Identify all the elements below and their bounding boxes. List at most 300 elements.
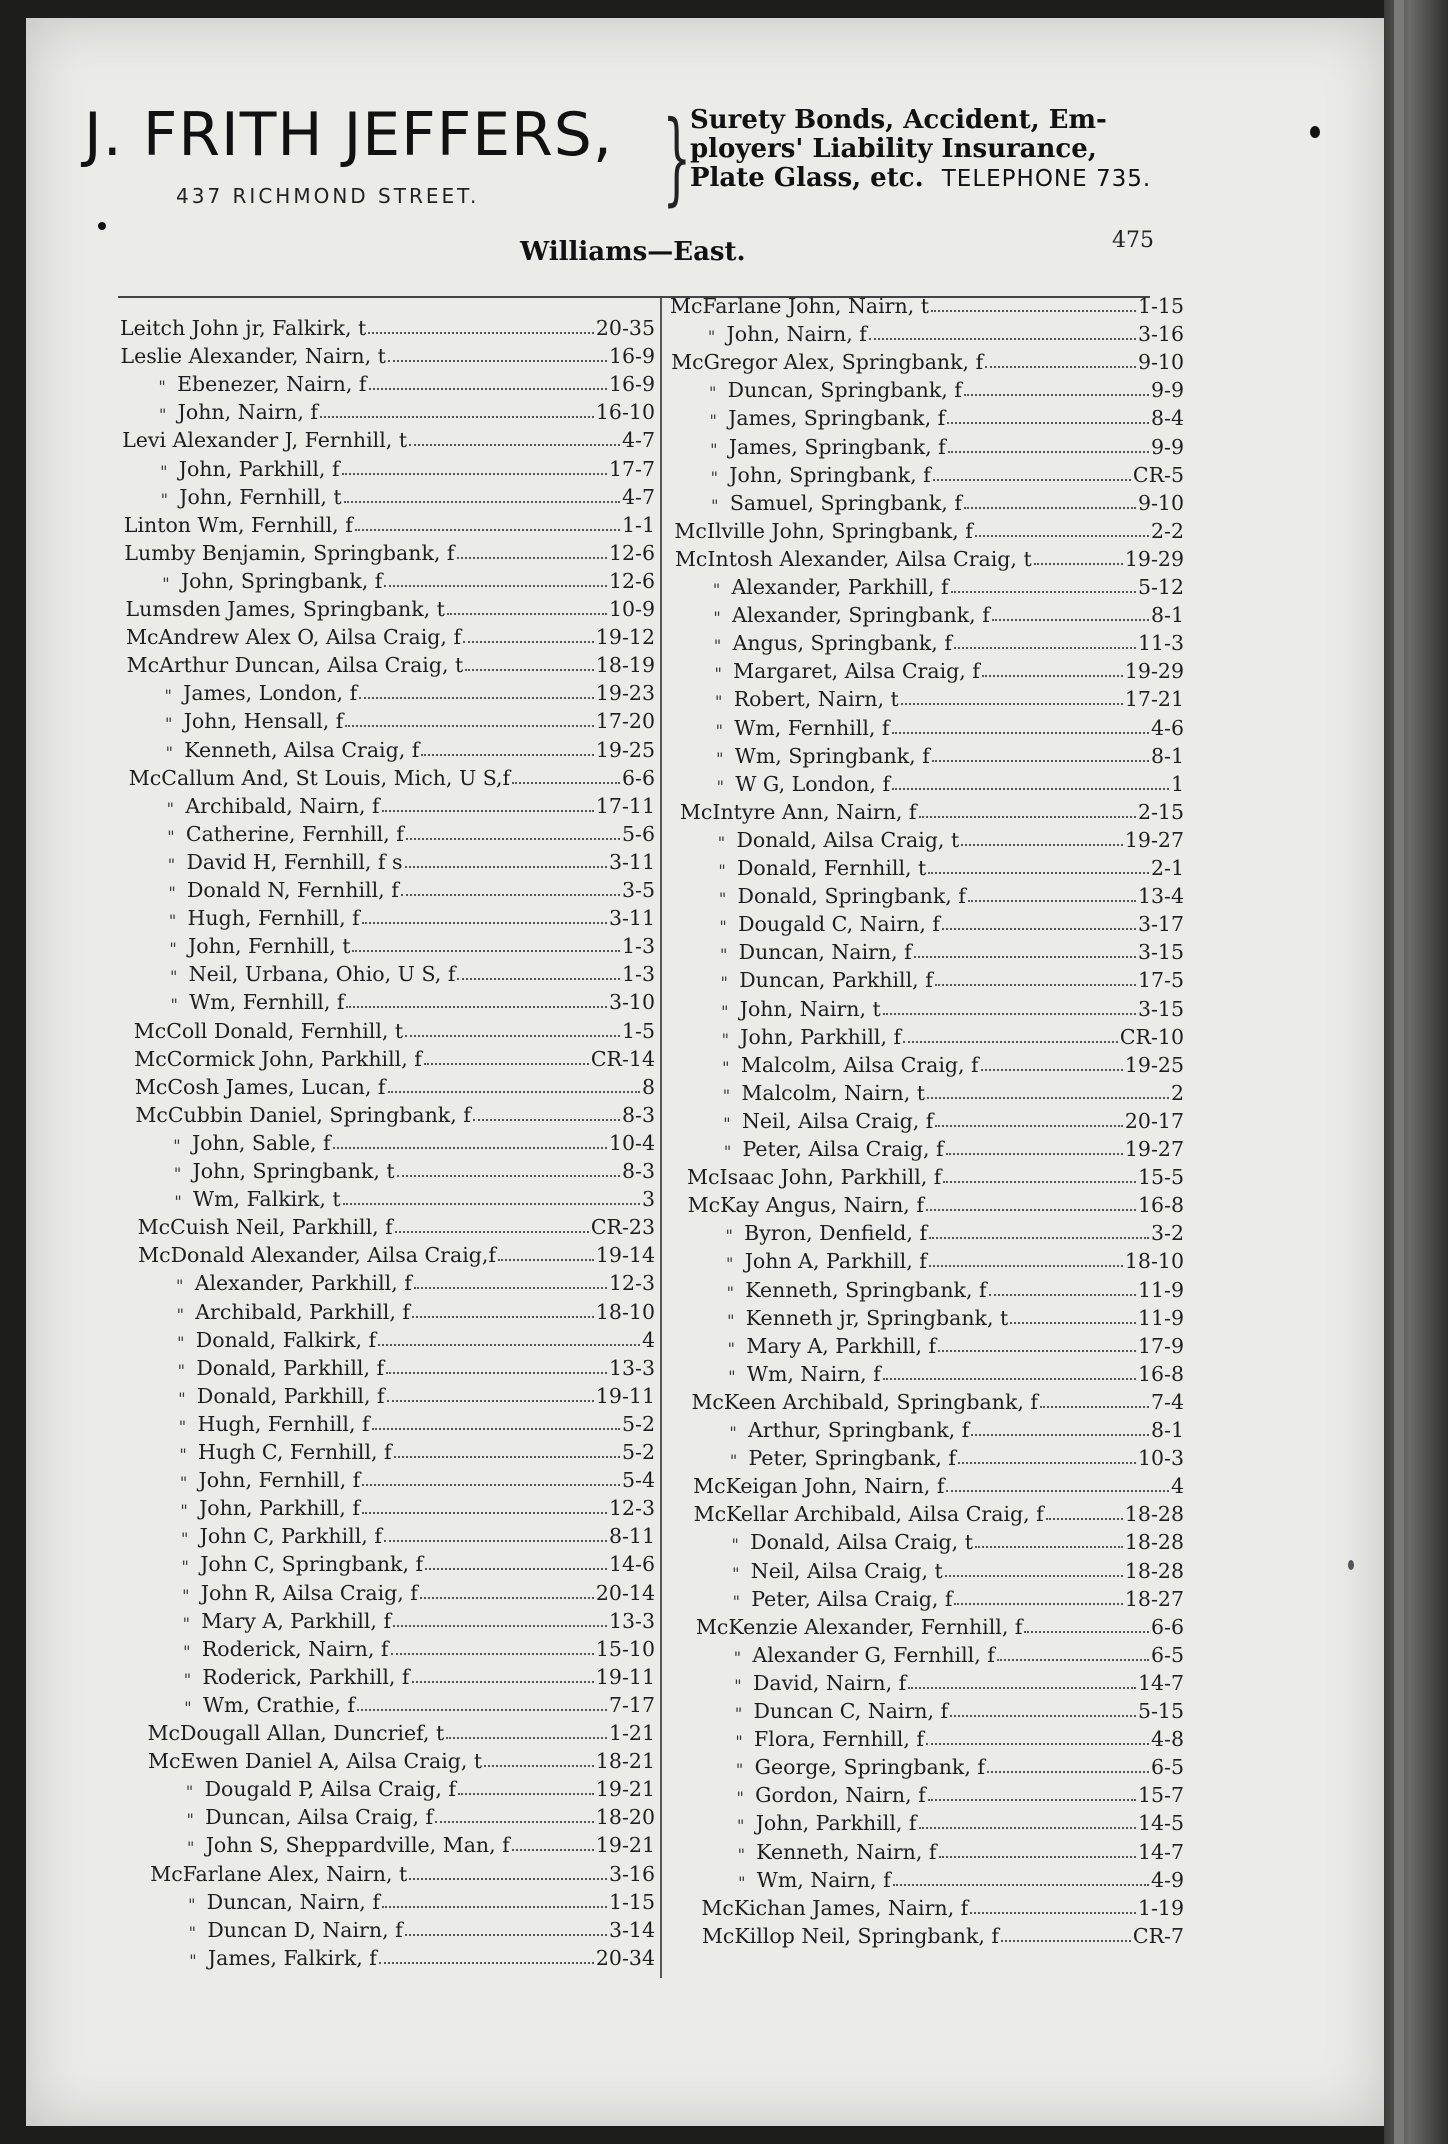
entry-name: McIlville John, Springbank, f: [674, 518, 973, 543]
directory-entry: [158, 932, 655, 958]
ditto-mark: ": [735, 1760, 744, 1780]
directory-entry: [129, 764, 655, 790]
ditto-mark: ": [181, 1557, 189, 1577]
dot-leader: [927, 1097, 1169, 1099]
entry-name: Hugh C, Fernhill, f: [198, 1440, 392, 1464]
entry-reference: CR-5: [1132, 462, 1184, 487]
ditto-mark: ": [710, 467, 718, 487]
entry-reference: 9-10: [1137, 490, 1184, 515]
directory-entry: [148, 398, 655, 424]
entry-name: John, Parkhill, f: [199, 1496, 360, 1521]
dot-leader: [391, 1653, 594, 1655]
dot-leader: [357, 1709, 607, 1711]
dot-leader: [342, 473, 607, 475]
entry-name: McKenzie Alexander, Fernhill, f: [695, 1614, 1023, 1639]
directory-entry: [698, 404, 1184, 430]
entry-name: Neil, Urbana, Ohio, U S, f: [188, 962, 456, 987]
page-title: Williams—East.: [520, 237, 746, 267]
directory-entry: [171, 1579, 655, 1605]
entry-reference: 9-9: [1150, 378, 1184, 403]
directory-entry: [721, 1557, 1184, 1583]
entry-name: John, Nairn, f: [726, 322, 867, 347]
entry-reference: 9-9: [1150, 434, 1184, 459]
directory-entry: [171, 1607, 655, 1633]
directory-entry: [162, 1129, 655, 1155]
entry-reference: 1-15: [1137, 294, 1184, 318]
ink-dot-icon: [1310, 126, 1320, 138]
directory-entry: [725, 1753, 1184, 1779]
dot-leader: [359, 697, 594, 699]
directory-entry: [688, 1191, 1184, 1217]
directory-entry: [157, 876, 655, 902]
dot-leader: [964, 507, 1136, 509]
entry-reference: 20-17: [1124, 1108, 1184, 1133]
directory-entry: [715, 1247, 1184, 1273]
entry-reference: 3: [641, 1187, 655, 1212]
ditto-mark: ": [737, 1844, 745, 1864]
entry-name: McKichan James, Nairn, f: [701, 1895, 969, 1920]
entry-reference: 3-17: [1137, 912, 1184, 937]
ditto-mark: ": [176, 1276, 184, 1296]
entry-name: Donald, Falkirk, f: [195, 1327, 377, 1352]
dot-leader: [394, 1456, 620, 1458]
entry-name: Duncan D, Nairn, f: [207, 1917, 403, 1942]
ink-dot-icon: [98, 222, 106, 230]
directory-entry: [674, 517, 1184, 543]
entry-name: James, Springbank, f: [728, 434, 946, 459]
binding-edge-highlight: [1394, 0, 1404, 2144]
dot-leader: [981, 1069, 1123, 1071]
ditto-mark: ": [168, 883, 176, 902]
directory-entry: [154, 707, 655, 733]
entry-reference: 19-29: [1124, 659, 1184, 684]
directory-entry: [714, 1219, 1184, 1245]
entry-name: Wm, Springbank, f: [734, 743, 930, 768]
entry-name: Donald, Fernhill, t: [737, 856, 927, 880]
ditto-mark: ": [723, 1113, 731, 1133]
directory-entry: [148, 1719, 656, 1745]
advert-name: J. FRITH JEFFERS,: [84, 100, 613, 170]
directory-entry: [165, 1269, 655, 1295]
ditto-mark: ": [165, 742, 173, 762]
dot-leader: [1001, 1940, 1131, 1942]
entry-reference: 3-10: [608, 990, 655, 1015]
entry-reference: 8: [641, 1074, 655, 1099]
entry-reference: 5-12: [1137, 575, 1184, 599]
entry-name: Kenneth, Nairn, f: [756, 1839, 937, 1864]
directory-entry: [694, 1500, 1184, 1526]
entry-reference: 4-8: [1150, 1727, 1184, 1752]
directory-entry: [176, 1831, 655, 1857]
entry-name: John, Springbank, f: [180, 568, 383, 593]
entry-name: Wm, Nairn, f: [746, 1361, 881, 1386]
dot-leader: [935, 984, 1136, 986]
entry-reference: CR-14: [590, 1046, 655, 1071]
directory-entry: [150, 1860, 655, 1886]
entry-reference: 11-9: [1137, 1277, 1184, 1302]
entry-reference: 1-19: [1137, 1895, 1184, 1920]
entry-reference: 2-1: [1150, 856, 1184, 880]
dot-leader: [362, 922, 607, 924]
directory-entry: [177, 1888, 655, 1914]
directory-entry: [168, 1438, 655, 1464]
entry-reference: 16-8: [1137, 1361, 1184, 1386]
entry-name: Gordon, Nairn, f: [755, 1783, 926, 1808]
entry-reference: 4-9: [1150, 1867, 1184, 1892]
ditto-mark: ": [712, 580, 721, 599]
directory-entry: [696, 1613, 1184, 1639]
directory-entry: [124, 511, 655, 537]
dot-leader: [409, 1878, 607, 1880]
ditto-mark: ": [173, 1164, 182, 1183]
entry-reference: 19-11: [595, 1383, 655, 1408]
ditto-mark: ": [170, 995, 178, 1015]
entry-name: John, Nairn, t: [739, 996, 881, 1021]
dot-leader: [447, 613, 607, 615]
directory-entry: [127, 651, 655, 677]
ditto-mark: ": [178, 1416, 187, 1436]
entry-reference: 13-3: [608, 1608, 655, 1633]
dot-leader: [388, 360, 607, 362]
ditto-mark: ": [716, 776, 725, 796]
directory-entry: [175, 1803, 655, 1829]
entry-reference: 1-3: [621, 962, 655, 987]
directory-entry: [712, 1107, 1184, 1133]
ditto-mark: ": [182, 1613, 190, 1633]
ditto-mark: ": [184, 1697, 192, 1717]
entry-reference: 20-35: [595, 316, 655, 340]
directory-entry: [698, 376, 1184, 402]
directory-entry: [724, 1725, 1184, 1751]
directory-entry: [725, 1781, 1184, 1807]
directory-entry: [134, 1045, 655, 1071]
entry-reference: 12-6: [608, 540, 655, 565]
entry-reference: 10-3: [1137, 1446, 1184, 1471]
directory-entry: [166, 1326, 655, 1352]
ditto-mark: ": [727, 1338, 736, 1358]
dot-leader: [950, 1715, 1136, 1717]
entry-reference: 5-2: [621, 1440, 655, 1464]
entry-name: John C, Springbank, f: [200, 1552, 424, 1577]
directory-entry: [177, 1916, 655, 1942]
ditto-mark: ": [713, 608, 721, 628]
entry-name: Donald, Springbank, f: [737, 884, 966, 909]
ditto-mark: ": [737, 1816, 745, 1836]
entry-name: McFarlane John, Nairn, t: [670, 294, 929, 318]
dot-leader: [919, 816, 1136, 818]
ditto-mark: ": [726, 1254, 734, 1274]
dot-leader: [1010, 1322, 1136, 1324]
entry-reference: 12-3: [608, 1271, 655, 1296]
ditto-mark: ": [188, 1894, 196, 1914]
entry-reference: 8-1: [1150, 743, 1184, 768]
entry-reference: 11-9: [1137, 1305, 1184, 1330]
entry-reference: 6-6: [621, 765, 655, 790]
entry-name: Leitch John jr, Falkirk, t: [120, 316, 367, 340]
entry-name: Hugh, Fernhill, f: [187, 906, 360, 931]
entry-reference: 4-7: [621, 428, 655, 453]
dot-leader: [405, 1934, 607, 1936]
entry-reference: 17-9: [1137, 1333, 1184, 1358]
directory-entry: [165, 1298, 655, 1324]
entry-reference: 14-6: [608, 1552, 655, 1577]
entry-name: W G, London, f: [735, 771, 891, 796]
directory-entry: [702, 573, 1185, 599]
dot-leader: [465, 669, 594, 671]
entry-reference: 6-5: [1150, 1755, 1184, 1780]
directory-entry: [126, 595, 656, 621]
entry-name: Lumsden James, Springbank, t: [125, 597, 445, 621]
entry-reference: 5-15: [1137, 1699, 1184, 1723]
ditto-mark: ": [736, 1788, 744, 1808]
entry-reference: 9-10: [1137, 350, 1184, 375]
directory-entry: [159, 960, 655, 986]
directory-entry: [170, 1522, 655, 1548]
entry-reference: 12-6: [608, 568, 655, 593]
dot-leader: [883, 1013, 1136, 1015]
directory-entry: [703, 629, 1184, 655]
ditto-mark: ": [708, 383, 717, 403]
dot-leader: [388, 1091, 640, 1093]
dot-leader: [344, 501, 620, 503]
ditto-mark: ": [729, 1451, 738, 1471]
dot-leader: [964, 394, 1149, 396]
entry-reference: 8-3: [621, 1102, 655, 1127]
ditto-mark: ": [169, 939, 177, 959]
ditto-mark: ": [733, 1647, 742, 1667]
entry-name: Alexander, Springbank, f: [732, 603, 990, 628]
entry-name: McKeen Archibald, Springbank, f: [691, 1389, 1038, 1414]
dot-leader: [926, 1209, 1136, 1211]
ditto-mark: ": [716, 748, 724, 768]
dot-leader: [928, 1799, 1136, 1801]
entry-reference: 3-16: [1137, 322, 1184, 347]
dot-leader: [869, 338, 1136, 340]
dot-leader: [929, 1265, 1123, 1267]
dot-leader: [405, 866, 607, 868]
entry-reference: 20-34: [595, 1945, 655, 1970]
entry-reference: 10-4: [608, 1130, 655, 1155]
entry-name: Alexander, Parkhill, f: [194, 1271, 412, 1296]
entry-name: Dougald P, Ailsa Craig, f: [204, 1777, 456, 1802]
dot-leader: [406, 838, 620, 840]
directory-entry: [153, 679, 655, 705]
dot-leader: [975, 535, 1149, 537]
dot-leader: [1046, 1518, 1123, 1520]
dot-leader: [892, 732, 1149, 734]
dot-leader: [395, 1231, 589, 1233]
entry-name: Malcolm, Ailsa Craig, f: [740, 1052, 979, 1077]
entry-name: John C, Parkhill, f: [199, 1524, 382, 1549]
entry-reference: 5-4: [621, 1468, 655, 1493]
dot-leader: [372, 1428, 620, 1430]
ditto-mark: ": [169, 967, 178, 987]
dot-leader: [457, 557, 607, 559]
ditto-mark: ": [722, 1057, 730, 1077]
ditto-mark: ": [719, 917, 727, 937]
entry-name: John, Sable, f: [191, 1130, 331, 1155]
ditto-mark: ": [729, 1423, 737, 1442]
directory-entry: [151, 567, 655, 593]
dot-leader: [968, 900, 1136, 902]
entry-name: Roderick, Nairn, f: [201, 1636, 389, 1661]
ditto-mark: ": [715, 692, 723, 712]
entry-name: Wm, Falkirk, t: [193, 1187, 341, 1212]
dot-leader: [919, 1827, 1136, 1829]
directory-entry: [726, 1809, 1184, 1835]
entry-name: John, Springbank, f: [729, 462, 931, 487]
directory-entry: [716, 1332, 1184, 1358]
directory-entry: [721, 1585, 1184, 1611]
dot-leader: [947, 422, 1149, 424]
dot-leader: [414, 1287, 607, 1289]
entry-name: Kenneth, Ailsa Craig, f: [184, 737, 420, 762]
entry-reference: 2-15: [1137, 799, 1184, 824]
entry-name: Duncan, Ailsa Craig, f: [205, 1805, 434, 1830]
dot-leader: [989, 1294, 1136, 1296]
entry-reference: 18-28: [1124, 1502, 1184, 1527]
directory-entry: [691, 1388, 1184, 1414]
ditto-mark: ": [718, 861, 726, 880]
entry-name: McIntosh Alexander, Ailsa Craig, t: [674, 546, 1032, 571]
directory-entry: [704, 685, 1184, 711]
directory-entry: [701, 1894, 1184, 1920]
entry-reference: 18-21: [595, 1749, 655, 1774]
entry-name: McKeigan John, Nairn, f: [693, 1474, 945, 1499]
dot-leader: [379, 1962, 594, 1964]
ditto-mark: ": [718, 889, 727, 909]
directory-entry: [709, 938, 1184, 964]
dot-leader: [997, 1659, 1149, 1661]
entry-reference: 1-3: [621, 934, 655, 959]
ditto-mark: ": [182, 1585, 190, 1605]
ditto-mark: ": [722, 1085, 731, 1105]
entry-reference: 15-7: [1137, 1783, 1184, 1808]
entry-name: Wm, Fernhill, f: [189, 990, 345, 1015]
dot-leader: [512, 1849, 594, 1851]
entry-name: Duncan, Nairn, f: [738, 940, 912, 965]
directory-entry: [707, 854, 1184, 880]
dot-leader: [938, 1350, 1136, 1352]
entry-name: John S, Sheppardville, Man, f: [205, 1833, 510, 1858]
ditto-mark: ": [732, 1563, 740, 1583]
entry-name: David H, Fernhill, f s: [186, 849, 403, 874]
dot-leader: [932, 760, 1149, 762]
dot-leader: [975, 1546, 1123, 1548]
dot-leader: [409, 444, 620, 446]
dot-leader: [985, 366, 1136, 368]
directory-entry: [138, 1241, 655, 1267]
ditto-mark: ": [179, 1473, 188, 1493]
ditto-mark: ": [164, 686, 172, 706]
entry-name: Neil, Ailsa Craig, t: [750, 1558, 943, 1583]
entry-name: Alexander, Parkhill, f: [731, 575, 949, 599]
ditto-mark: ": [183, 1641, 191, 1661]
dot-leader: [458, 1793, 594, 1795]
entry-reference: 6-5: [1150, 1642, 1184, 1667]
advert-address: 437 RICHMOND STREET.: [176, 184, 480, 208]
entry-name: John, Fernhill, f: [198, 1468, 361, 1493]
dot-leader: [425, 1568, 607, 1570]
entry-name: Peter, Ailsa Craig, f: [751, 1586, 953, 1611]
directory-entry: [138, 1213, 655, 1239]
directory-entry: [727, 1866, 1184, 1892]
dot-leader: [982, 675, 1123, 677]
dot-leader: [971, 1434, 1149, 1436]
directory-entry: [703, 657, 1184, 683]
dot-leader: [387, 1400, 594, 1402]
dot-leader: [970, 1912, 1136, 1914]
entry-name: Byron, Denfield, f: [744, 1221, 928, 1246]
ditto-mark: ": [721, 1029, 729, 1049]
entry-reference: 3-5: [621, 878, 655, 902]
entry-name: McCubbin Daniel, Springbank, f: [135, 1102, 471, 1127]
directory-entry: [169, 1466, 655, 1492]
ditto-mark: ": [188, 1922, 197, 1942]
ink-dot-icon: [1348, 1560, 1354, 1570]
dot-leader: [484, 1765, 594, 1767]
entry-reference: 17-20: [595, 709, 655, 734]
entry-name: John, Hensall, f: [183, 709, 344, 734]
entry-name: Leslie Alexander, Nairn, t: [120, 344, 386, 369]
dot-leader: [948, 451, 1149, 453]
dot-leader: [935, 1125, 1123, 1127]
directory-entry: [147, 370, 655, 396]
directory-entry: [167, 1382, 655, 1408]
directory-entry: [702, 601, 1184, 627]
directory-entry: [120, 314, 655, 340]
directory-entry: [718, 1416, 1184, 1442]
entry-reference: 4: [641, 1327, 655, 1352]
directory-entry: [134, 1017, 655, 1043]
entry-reference: 1: [1170, 771, 1184, 796]
entry-reference: 19-29: [1124, 546, 1184, 571]
dot-leader: [961, 844, 1123, 846]
entry-reference: 17-21: [1124, 687, 1184, 712]
entry-name: Neil, Ailsa Craig, f: [741, 1108, 934, 1133]
dot-leader: [424, 1063, 589, 1065]
entry-name: Lumby Benjamin, Springbank, f: [124, 540, 455, 565]
entry-reference: 19-25: [1124, 1052, 1184, 1077]
entry-name: Donald, Parkhill, f: [196, 1355, 385, 1380]
entry-name: Malcolm, Nairn, t: [741, 1080, 925, 1105]
directory-entry: [156, 848, 655, 874]
entry-name: Wm, Nairn, f: [756, 1867, 891, 1892]
dot-leader: [946, 1490, 1169, 1492]
directory-entry: [175, 1775, 655, 1801]
entry-name: Roderick, Parkhill, f: [202, 1664, 410, 1689]
entry-name: McColl Donald, Fernhill, t: [133, 1018, 404, 1043]
directory-entry: [135, 1101, 655, 1127]
entry-reference: 18-27: [1124, 1586, 1184, 1611]
dot-leader: [412, 1316, 594, 1318]
directory-entry: [149, 483, 655, 509]
directory-entry: [715, 1276, 1184, 1302]
directory-entry: [159, 988, 655, 1014]
ditto-mark: ": [177, 1360, 186, 1380]
advert-telephone: TELEPHONE 735.: [941, 166, 1152, 192]
directory-entry: [680, 798, 1184, 824]
ditto-mark: ": [734, 1675, 742, 1695]
entry-reference: 5-6: [621, 821, 655, 846]
ditto-mark: ": [180, 1529, 189, 1549]
entry-name: Levi Alexander J, Fernhill, t: [122, 428, 408, 453]
directory-entry: [121, 342, 655, 368]
entry-name: McIsaac John, Parkhill, f: [687, 1165, 942, 1190]
entry-reference: 17-7: [608, 456, 655, 481]
entry-reference: 16-8: [1137, 1193, 1184, 1218]
dot-leader: [345, 725, 594, 727]
